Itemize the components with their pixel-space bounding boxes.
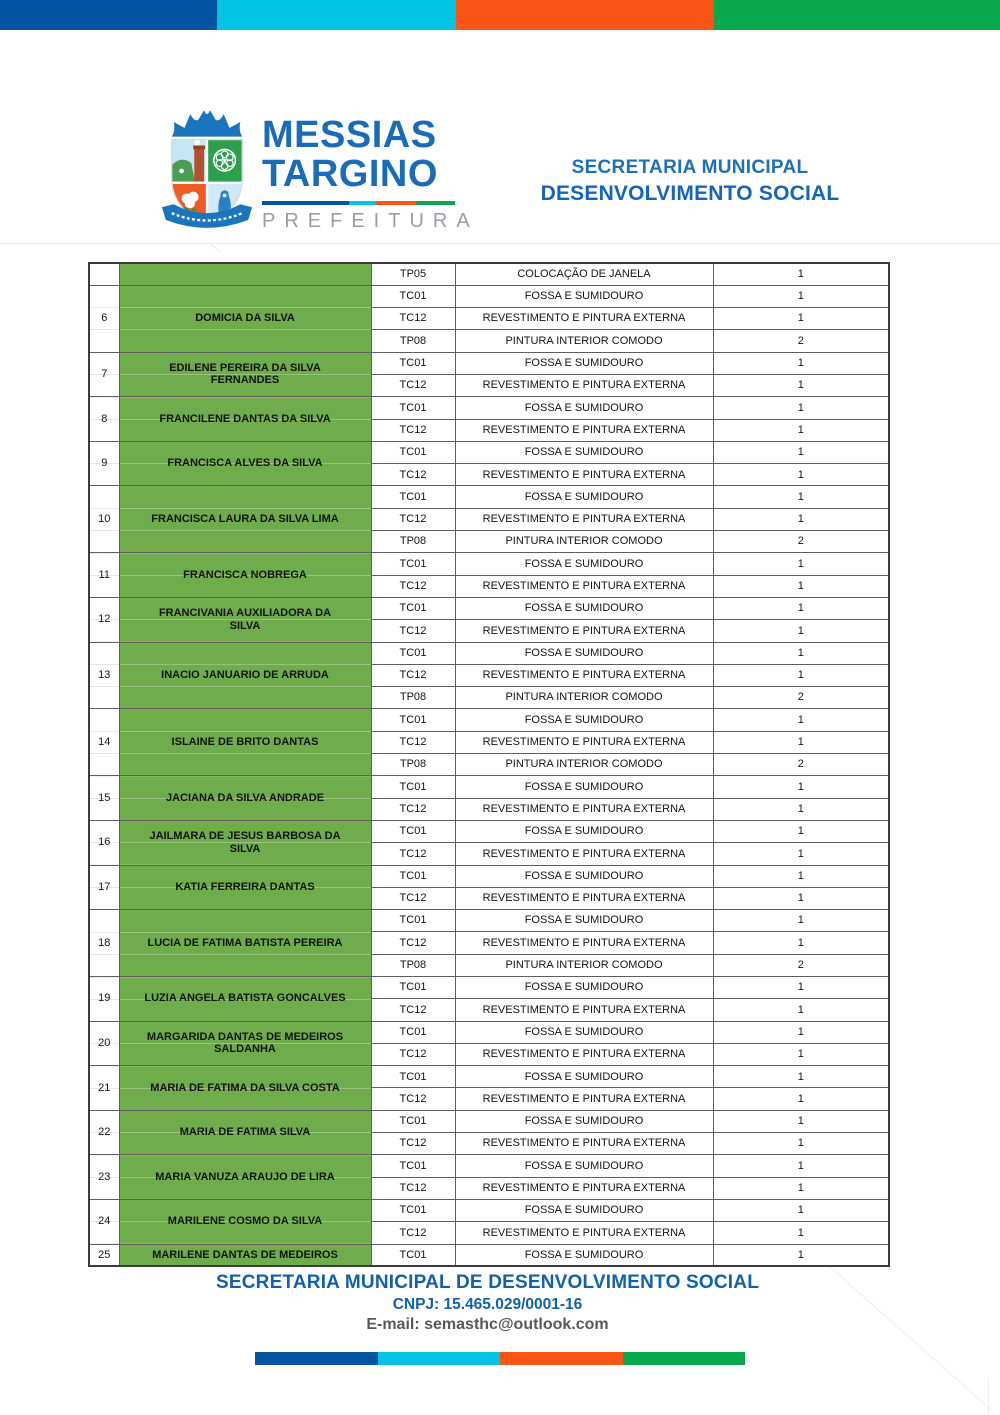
service-quantity: 1 xyxy=(713,1244,889,1266)
beneficiary-number: 13 xyxy=(89,642,119,709)
service-quantity: 1 xyxy=(713,486,889,508)
service-code: TC12 xyxy=(371,374,455,396)
service-description: FOSSA E SUMIDOURO xyxy=(455,910,713,932)
service-code: TC12 xyxy=(371,1043,455,1065)
service-code: TC01 xyxy=(371,597,455,619)
service-quantity: 1 xyxy=(713,664,889,686)
service-quantity: 1 xyxy=(713,1021,889,1043)
service-quantity: 2 xyxy=(713,954,889,976)
service-code: TC12 xyxy=(371,1177,455,1199)
service-quantity: 1 xyxy=(713,1066,889,1088)
beneficiary-name: EDILENE PEREIRA DA SILVA FERNANDES xyxy=(119,352,371,397)
table-row xyxy=(89,263,889,285)
beneficiary-number: 16 xyxy=(89,820,119,865)
coat-of-arms-icon xyxy=(158,106,256,234)
service-code: TP08 xyxy=(371,330,455,352)
table-row xyxy=(89,597,889,619)
service-description: PINTURA INTERIOR COMODO xyxy=(455,754,713,776)
service-description: REVESTIMENTO E PINTURA EXTERNA xyxy=(455,1177,713,1199)
service-code: TC12 xyxy=(371,1222,455,1244)
service-description: REVESTIMENTO E PINTURA EXTERNA xyxy=(455,731,713,753)
service-quantity: 1 xyxy=(713,932,889,954)
beneficiary-name: MARIA DE FATIMA DA SILVA COSTA xyxy=(119,1066,371,1111)
logo-title-line2: TARGINO xyxy=(262,152,438,195)
service-description: FOSSA E SUMIDOURO xyxy=(455,1066,713,1088)
color-bar-segment xyxy=(500,1352,623,1365)
bottom-color-bar xyxy=(255,1352,745,1365)
color-bar-segment xyxy=(376,201,417,205)
table-row xyxy=(89,910,889,932)
beneficiary-name: DOMICIA DA SILVA xyxy=(119,285,371,352)
beneficiary-number: 22 xyxy=(89,1110,119,1155)
service-quantity: 1 xyxy=(713,263,889,285)
service-code: TC12 xyxy=(371,1133,455,1155)
service-code: TC01 xyxy=(371,1021,455,1043)
service-code: TC12 xyxy=(371,464,455,486)
beneficiary-number: 15 xyxy=(89,776,119,821)
color-bar-segment xyxy=(456,0,714,30)
beneficiary-name: FRANCISCA ALVES DA SILVA xyxy=(119,441,371,486)
service-code: TC01 xyxy=(371,553,455,575)
service-quantity: 1 xyxy=(713,776,889,798)
service-code: TC12 xyxy=(371,731,455,753)
footer-cnpj: CNPJ: 15.465.029/0001-16 xyxy=(392,1296,583,1313)
beneficiary-number: 7 xyxy=(89,352,119,397)
service-description: FOSSA E SUMIDOURO xyxy=(455,1244,713,1266)
service-code: TC01 xyxy=(371,1066,455,1088)
service-quantity: 1 xyxy=(713,865,889,887)
beneficiary-number: 18 xyxy=(89,910,119,977)
service-code: TC01 xyxy=(371,709,455,731)
service-description: FOSSA E SUMIDOURO xyxy=(455,397,713,419)
service-code: TP05 xyxy=(371,263,455,285)
table-row xyxy=(89,709,889,731)
service-description: REVESTIMENTO E PINTURA EXTERNA xyxy=(455,575,713,597)
beneficiary-number: 9 xyxy=(89,441,119,486)
beneficiary-number xyxy=(89,263,119,285)
watermark-line xyxy=(988,1378,989,1415)
service-quantity: 1 xyxy=(713,553,889,575)
table-row xyxy=(89,776,889,798)
service-quantity: 1 xyxy=(713,820,889,842)
service-code: TC12 xyxy=(371,887,455,909)
service-description: FOSSA E SUMIDOURO xyxy=(455,865,713,887)
service-code: TP08 xyxy=(371,754,455,776)
beneficiary-name: ISLAINE DE BRITO DANTAS xyxy=(119,709,371,776)
logo-color-rule xyxy=(262,201,455,205)
service-quantity: 1 xyxy=(713,843,889,865)
color-bar-segment xyxy=(0,0,217,30)
footer-email: E-mail: semasthc@outlook.com xyxy=(366,1316,609,1333)
beneficiary-name: MARILENE COSMO DA SILVA xyxy=(119,1199,371,1244)
service-code: TC12 xyxy=(371,419,455,441)
table-row xyxy=(89,642,889,664)
beneficiary-number: 11 xyxy=(89,553,119,598)
service-description: REVESTIMENTO E PINTURA EXTERNA xyxy=(455,1043,713,1065)
service-description: PINTURA INTERIOR COMODO xyxy=(455,687,713,709)
table-row xyxy=(89,441,889,463)
table-row xyxy=(89,977,889,999)
beneficiary-number: 24 xyxy=(89,1199,119,1244)
service-description: FOSSA E SUMIDOURO xyxy=(455,642,713,664)
service-code: TC01 xyxy=(371,1155,455,1177)
beneficiary-name xyxy=(119,263,371,285)
table-row xyxy=(89,486,889,508)
service-description: FOSSA E SUMIDOURO xyxy=(455,820,713,842)
service-description: REVESTIMENTO E PINTURA EXTERNA xyxy=(455,932,713,954)
service-description: COLOCAÇÃO DE JANELA xyxy=(455,263,713,285)
beneficiary-number: 8 xyxy=(89,397,119,442)
service-description: FOSSA E SUMIDOURO xyxy=(455,1199,713,1221)
service-quantity: 1 xyxy=(713,1088,889,1110)
service-quantity: 1 xyxy=(713,709,889,731)
service-description: REVESTIMENTO E PINTURA EXTERNA xyxy=(455,1088,713,1110)
department-line1: SECRETARIA MUNICIPAL xyxy=(571,157,809,178)
beneficiary-name: LUCIA DE FATIMA BATISTA PEREIRA xyxy=(119,910,371,977)
service-quantity: 2 xyxy=(713,330,889,352)
service-code: TC01 xyxy=(371,820,455,842)
service-quantity: 1 xyxy=(713,397,889,419)
color-bar-segment xyxy=(349,201,376,205)
service-quantity: 1 xyxy=(713,1177,889,1199)
service-description: FOSSA E SUMIDOURO xyxy=(455,441,713,463)
service-quantity: 1 xyxy=(713,352,889,374)
service-quantity: 1 xyxy=(713,1199,889,1221)
color-bar-segment xyxy=(378,1352,501,1365)
service-quantity: 1 xyxy=(713,620,889,642)
service-quantity: 1 xyxy=(713,1155,889,1177)
beneficiary-number: 14 xyxy=(89,709,119,776)
service-code: TC12 xyxy=(371,508,455,530)
municipality-logo xyxy=(262,114,479,233)
service-description: REVESTIMENTO E PINTURA EXTERNA xyxy=(455,1133,713,1155)
service-quantity: 1 xyxy=(713,977,889,999)
beneficiary-name: FRANCILENE DANTAS DA SILVA xyxy=(119,397,371,442)
service-quantity: 1 xyxy=(713,308,889,330)
color-bar-segment xyxy=(255,1352,378,1365)
service-code: TP08 xyxy=(371,687,455,709)
table-row xyxy=(89,1155,889,1177)
service-code: TC12 xyxy=(371,798,455,820)
service-code: TC01 xyxy=(371,865,455,887)
color-bar-segment xyxy=(217,0,456,30)
color-bar-segment xyxy=(262,201,349,205)
service-code: TC12 xyxy=(371,664,455,686)
header xyxy=(0,30,1000,244)
service-quantity: 1 xyxy=(713,1043,889,1065)
service-quantity: 1 xyxy=(713,575,889,597)
beneficiary-number: 20 xyxy=(89,1021,119,1066)
service-code: TC01 xyxy=(371,397,455,419)
service-quantity: 1 xyxy=(713,1110,889,1132)
service-code: TC12 xyxy=(371,932,455,954)
beneficiary-name: JAILMARA DE JESUS BARBOSA DA SILVA xyxy=(119,820,371,865)
color-bar-segment xyxy=(623,1352,746,1365)
service-quantity: 1 xyxy=(713,285,889,307)
beneficiary-name: MARILENE DANTAS DE MEDEIROS xyxy=(119,1244,371,1266)
service-quantity: 1 xyxy=(713,887,889,909)
beneficiary-name: LUZIA ANGELA BATISTA GONCALVES xyxy=(119,977,371,1022)
service-code: TC01 xyxy=(371,977,455,999)
service-description: REVESTIMENTO E PINTURA EXTERNA xyxy=(455,419,713,441)
beneficiary-number: 19 xyxy=(89,977,119,1022)
beneficiary-number: 10 xyxy=(89,486,119,553)
beneficiary-number: 6 xyxy=(89,285,119,352)
service-code: TC12 xyxy=(371,999,455,1021)
service-code: TC01 xyxy=(371,1110,455,1132)
service-quantity: 1 xyxy=(713,374,889,396)
service-code: TC01 xyxy=(371,352,455,374)
beneficiary-name: JACIANA DA SILVA ANDRADE xyxy=(119,776,371,821)
service-code: TC01 xyxy=(371,1199,455,1221)
logo-subtitle: PREFEITURA xyxy=(262,209,479,232)
beneficiary-name: INACIO JANUARIO DE ARRUDA xyxy=(119,642,371,709)
service-description: FOSSA E SUMIDOURO xyxy=(455,597,713,619)
service-code: TC01 xyxy=(371,910,455,932)
beneficiary-number: 25 xyxy=(89,1244,119,1266)
beneficiary-name: KATIA FERREIRA DANTAS xyxy=(119,865,371,910)
service-description: FOSSA E SUMIDOURO xyxy=(455,776,713,798)
service-description: FOSSA E SUMIDOURO xyxy=(455,977,713,999)
table-row xyxy=(89,1066,889,1088)
service-quantity: 1 xyxy=(713,910,889,932)
service-code: TC01 xyxy=(371,441,455,463)
service-description: REVESTIMENTO E PINTURA EXTERNA xyxy=(455,308,713,330)
table-row xyxy=(89,1021,889,1043)
service-quantity: 1 xyxy=(713,464,889,486)
table-row xyxy=(89,285,889,307)
service-description: FOSSA E SUMIDOURO xyxy=(455,553,713,575)
service-code: TC12 xyxy=(371,1088,455,1110)
service-quantity: 1 xyxy=(713,1133,889,1155)
service-quantity: 1 xyxy=(713,731,889,753)
service-description: PINTURA INTERIOR COMODO xyxy=(455,954,713,976)
table-row xyxy=(89,352,889,374)
beneficiary-number: 12 xyxy=(89,597,119,642)
beneficiary-number: 17 xyxy=(89,865,119,910)
service-code: TC12 xyxy=(371,575,455,597)
service-code: TC12 xyxy=(371,308,455,330)
service-description: REVESTIMENTO E PINTURA EXTERNA xyxy=(455,374,713,396)
logo-title-line1: MESSIAS xyxy=(262,114,437,156)
service-description: REVESTIMENTO E PINTURA EXTERNA xyxy=(455,999,713,1021)
top-color-bar xyxy=(0,0,1000,30)
table-row xyxy=(89,1244,889,1266)
service-description: FOSSA E SUMIDOURO xyxy=(455,709,713,731)
service-description: PINTURA INTERIOR COMODO xyxy=(455,330,713,352)
service-code: TC01 xyxy=(371,642,455,664)
footer-secretariat: SECRETARIA MUNICIPAL DE DESENVOLVIMENTO SOCIAL xyxy=(216,1272,759,1293)
beneficiary-name: MARIA DE FATIMA SILVA xyxy=(119,1110,371,1155)
service-description: REVESTIMENTO E PINTURA EXTERNA xyxy=(455,843,713,865)
service-description: REVESTIMENTO E PINTURA EXTERNA xyxy=(455,464,713,486)
department-title xyxy=(515,157,865,206)
service-quantity: 1 xyxy=(713,798,889,820)
beneficiary-name: MARIA VANUZA ARAUJO DE LIRA xyxy=(119,1155,371,1200)
service-code: TC01 xyxy=(371,486,455,508)
table-row xyxy=(89,397,889,419)
beneficiary-name: MARGARIDA DANTAS DE MEDEIROS SALDANHA xyxy=(119,1021,371,1066)
service-code: TP08 xyxy=(371,954,455,976)
table-row xyxy=(89,1110,889,1132)
service-description: FOSSA E SUMIDOURO xyxy=(455,1110,713,1132)
service-description: FOSSA E SUMIDOURO xyxy=(455,352,713,374)
footer xyxy=(0,1272,975,1334)
beneficiary-name: FRANCISCA LAURA DA SILVA LIMA xyxy=(119,486,371,553)
beneficiary-number: 21 xyxy=(89,1066,119,1111)
department-line2: DESENVOLVIMENTO SOCIAL xyxy=(540,182,840,205)
beneficiary-name: FRANCISCA NOBREGA xyxy=(119,553,371,598)
beneficiary-number: 23 xyxy=(89,1155,119,1200)
service-code: TP08 xyxy=(371,531,455,553)
service-code: TC12 xyxy=(371,843,455,865)
color-bar-segment xyxy=(714,0,1000,30)
service-code: TC01 xyxy=(371,776,455,798)
service-quantity: 1 xyxy=(713,508,889,530)
service-quantity: 1 xyxy=(713,419,889,441)
color-bar-segment xyxy=(416,201,455,205)
service-quantity: 1 xyxy=(713,597,889,619)
service-description: REVESTIMENTO E PINTURA EXTERNA xyxy=(455,1222,713,1244)
service-quantity: 2 xyxy=(713,687,889,709)
service-quantity: 2 xyxy=(713,754,889,776)
service-description: FOSSA E SUMIDOURO xyxy=(455,285,713,307)
service-description: PINTURA INTERIOR COMODO xyxy=(455,531,713,553)
service-description: REVESTIMENTO E PINTURA EXTERNA xyxy=(455,664,713,686)
service-quantity: 1 xyxy=(713,999,889,1021)
service-description: FOSSA E SUMIDOURO xyxy=(455,1021,713,1043)
service-code: TC01 xyxy=(371,285,455,307)
table-row xyxy=(89,865,889,887)
service-code: TC12 xyxy=(371,620,455,642)
service-quantity: 1 xyxy=(713,642,889,664)
service-description: REVESTIMENTO E PINTURA EXTERNA xyxy=(455,508,713,530)
beneficiary-name: FRANCIVANIA AUXILIADORA DA SILVA xyxy=(119,597,371,642)
service-code: TC01 xyxy=(371,1244,455,1266)
table-row xyxy=(89,553,889,575)
service-description: REVESTIMENTO E PINTURA EXTERNA xyxy=(455,620,713,642)
service-quantity: 1 xyxy=(713,1222,889,1244)
table-row xyxy=(89,820,889,842)
services-table xyxy=(88,262,890,1267)
service-description: FOSSA E SUMIDOURO xyxy=(455,486,713,508)
service-description: FOSSA E SUMIDOURO xyxy=(455,1155,713,1177)
service-quantity: 2 xyxy=(713,531,889,553)
service-description: REVESTIMENTO E PINTURA EXTERNA xyxy=(455,887,713,909)
service-quantity: 1 xyxy=(713,441,889,463)
service-description: REVESTIMENTO E PINTURA EXTERNA xyxy=(455,798,713,820)
table-row xyxy=(89,1199,889,1221)
